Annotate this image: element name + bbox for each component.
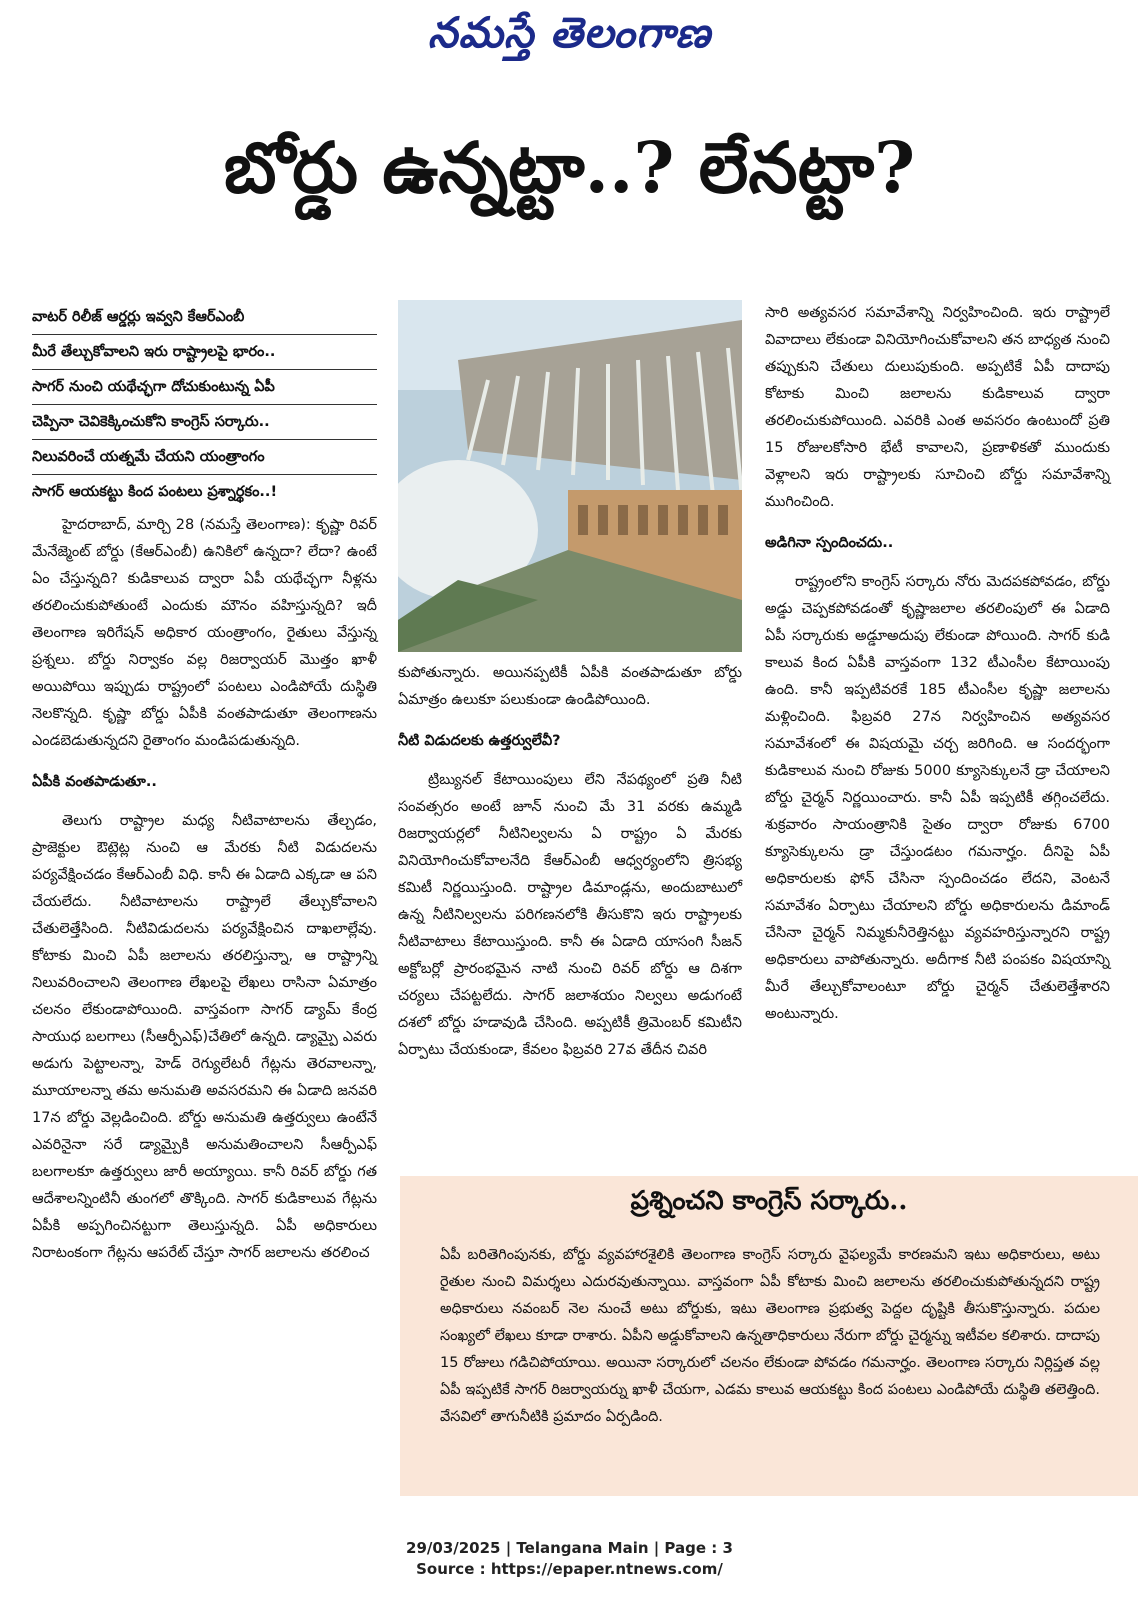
article-column-2 xyxy=(398,660,742,1064)
body-paragraph: సారి అత్యవసర సమావేశాన్ని నిర్వహించింది. ఇరు రాష్ట్రాలే వివాదాలు లేకుండా వినియోగించుకోవాలని తన బాధ్యత నుంచి తప్పుకుని చేతులు దులుపుకుంది. అప్పటికే ఏపీ దాదాపు కోటాకు మించి జలాలను కుడికాలువ ద్వారా తరలించుకుపోయింది. ఎవరికి ఎంత అవసరం ఉంటుందో ప్రతి 15 రోజులకోసారి భేటీ కావాలని, ప్రణాళికతో ముందుకు వెళ్లాలని ఇరు రాష్ట్రాలకు సూచించి బోర్డు సమావేశాన్ని ముగించింది. xyxy=(765,305,1110,510)
deck-line: మీరే తేల్చుకోవాలని ఇరు రాష్ట్రాలపై భారం.. xyxy=(32,335,377,370)
deck-line: వాటర్ రిలీజ్ ఆర్డర్లు ఇవ్వని కేఆర్ఎంబీ xyxy=(32,300,377,335)
deck-line: నిలువరించే యత్నమే చేయని యంత్రాంగం xyxy=(32,440,377,475)
deck-line: చెప్పినా చెవికెక్కించుకోని కాంగ్రెస్ సర్కారు.. xyxy=(32,405,377,440)
subheading: ఏపీకి వంతపాడుతూ.. xyxy=(32,774,157,790)
deck-line: సాగర్ ఆయకట్టు కింద పంటలు ప్రశ్నార్థకం..! xyxy=(32,484,278,500)
subheading: అడిగినా స్పందించదు.. xyxy=(765,535,894,551)
article-column-3 xyxy=(765,300,1110,1028)
article-column-1 xyxy=(32,512,377,1267)
sidebar-box xyxy=(400,1176,1138,1496)
footer-dateline: 29/03/2025 | Telangana Main | Page : 3 xyxy=(406,1539,733,1557)
box-title: ప్రశ్నించని కాంగ్రెస్ సర్కారు.. xyxy=(630,1186,908,1216)
deck-list xyxy=(32,300,377,509)
masthead-logo: నమస్తే తెలంగాణ xyxy=(427,8,712,57)
box-body: ఏపీ బరితెగింపునకు, బోర్డు వ్యవహారశైలికి తెలంగాణ కాంగ్రెస్ సర్కారు వైఫల్యమే కారణమని ఇటు అధికారులు, అటు రైతుల నుంచి విమర్శలు ఎదురవుతున్నాయి. వాస్తవంగా ఏపీ కోటాకు మించి జలాలను తరలించుకుపోతున్నదని రాష్ట్ర అధికారులు నవంబర్ నెల నుంచే అటు బోర్డుకు, ఇటు తెలంగాణ ప్రభుత్వ పెద్దల దృష్టికి తీసుకొస్తున్నారు. పదుల సంఖ్యలో లేఖలు కూడా రాశారు. ఏపీని అడ్డుకోవాలని ఉన్నతాధికారులు నేరుగా బోర్డు చైర్మన్ను ఇటీవల కలిశారు. దాదాపు 15 రోజులు గడిచిపోయాయి. అయినా సర్కారులో చలనం లేకుండా పోవడం గమనార్హం. తెలంగాణ సర్కారు నిర్లిప్తత వల్ల ఏపీ ఇప్పటికే సాగర్ రిజర్వాయర్ను ఖాళీ చేయగా, ఎడమ కాలువ ఆయకట్టు కింద పంటలు ఎండిపోయే దుస్థితి తలెత్తింది. వేసవిలో తాగునీటికి ప్రమాదం ఏర్పడింది. xyxy=(440,1247,1100,1425)
headline: బోర్డు ఉన్నట్టా..? లేనట్టా? xyxy=(223,126,916,209)
body-paragraph: హైదరాబాద్, మార్చి 28 (నమస్తే తెలంగాణ): కృష్ణా రివర్ మేనేజ్మెంట్ బోర్డు (కేఆర్ఎంబీ) ఉనికిలో ఉన్నదా? లేదా? ఉంటే ఏం చేస్తున్నది? కుడికాలువ ద్వారా ఏపీ యథేచ్ఛగా నీళ్లను తరలించుకుపోతుంటే ఎందుకు మౌనం వహిస్తున్నది? ఇదీ తెలంగాణ ఇరిగేషన్ అధికార యంత్రాంగం, రైతులు వేస్తున్న ప్రశ్నలు. బోర్డు నిర్వాకం వల్ల రిజర్వాయర్ మొత్తం ఖాళీ అయిపోయి ఇప్పుడు రాష్ట్రంలో పంటలు ఎండిపోయే దుస్థితి నెలకొన్నది. కృష్ణా బోర్డు ఏపీకి వంతపాడుతూ తెలంగాణను ఎండబెడుతున్నదని రైతాంగం మండిపడుతున్నది. xyxy=(32,517,377,749)
subheading: నీటి విడుదలకు ఉత్తర్వులేవీ? xyxy=(398,733,561,749)
body-paragraph: తెలుగు రాష్ట్రాల మధ్య నీటివాటాలను తేల్చడం, ప్రాజెక్టుల ఔట్లెట్ల నుంచి ఆ మేరకు నీటి విడుదలను పర్యవేక్షించడం కేఆర్ఎంబీ విధి. కానీ ఈ ఏడాది ఎక్కడా ఆ పని చేయలేదు. నీటివాటాలను రాష్ట్రాలే తేల్చుకోవాలని చేతులెత్తేసింది. నీటివిడుదలను పర్యవేక్షించిన దాఖలాల్లేవు. కోటాకు మించి ఏపీ జలాలను తరలిస్తున్నా, ఆ రాష్ట్రాన్ని నిలువరించాలని తెలంగాణ లేఖలపై లేఖలు రాసినా ఏమాత్రం చలనం లేకుండాపోయింది. వాస్తవంగా సాగర్ డ్యామ్ కేంద్ర సాయుధ బలగాలు (సీఆర్పీఎఫ్)చేతిలో ఉన్నది. డ్యామ్పై ఎవరు అడుగు పెట్టాలన్నా, హెడ్ రెగ్యులేటరీ గేట్లను తెరవాలన్నా, మూయాలన్నా తమ అనుమతి అవసరమని ఈ ఏడాది జనవరి 17న బోర్డు వెల్లడించింది. బోర్డు అనుమతి ఉత్తర్వులు ఉంటేనే ఎవరినైనా సరే డ్యామ్పైకి అనుమతించాలని సీఆర్పీఎఫ్ బలగాలకూ ఉత్తర్వులు జారీ అయ్యాయి. కానీ రివర్ బోర్డు గత ఆదేశాలన్నింటినీ తుంగలో తొక్కింది. సాగర్ కుడికాలువ గేట్లను ఏపీకి అప్పగించినట్టుగా తెలుస్తున్నది. ఏపీ అధికారులు నిరాటంకంగా గేట్లను ఆపరేట్ చేస్తూ సాగర్ జలాలను తరలించ xyxy=(32,813,377,1261)
body-paragraph: ట్రిబ్యునల్ కేటాయింపులు లేని నేపథ్యంలో ప్రతి నీటి సంవత్సరం అంటే జూన్ నుంచి మే 31 వరకు ఉమ్మడి రిజర్వాయర్లలో నీటినిల్వలను ఏ రాష్ట్రం ఏ మేరకు వినియోగించుకోవాలనేది కేఆర్ఎంబీ ఆధ్వర్యంలోని త్రిసభ్య కమిటీ నిర్ణయిస్తుంది. రాష్ట్రాల డిమాండ్లను, అందుబాటులో ఉన్న నీటినిల్వలను పరిగణనలోకి తీసుకొని ఇరు రాష్ట్రాలకు నీటివాటాలు కేటాయిస్తుంది. కానీ ఈ ఏడాది యాసంగి సీజన్ అక్టోబర్లో ప్రారంభమైన నాటి నుంచి రివర్ బోర్డు ఆ దిశగా చర్యలు చేపట్టలేదు. సాగర్ జలాశయం నిల్వలు అడుగంటే దశలో బోర్డు హడావుడి చేసింది. అప్పటికీ త్రిమెంబర్ కమిటీని ఏర్పాటు చేయకుండా, కేవలం ఫిబ్రవరి 27వ తేదీన చివరి xyxy=(398,772,742,1058)
page-footer xyxy=(0,1538,1139,1580)
dam-spillway-photo xyxy=(398,300,742,652)
photo-graphic xyxy=(398,300,742,652)
footer-source: Source : https://epaper.ntnews.com/ xyxy=(416,1560,723,1578)
body-paragraph: కుపోతున్నారు. అయినప్పటికీ ఏపీకి వంతపాడుతూ బోర్డు ఏమాత్రం ఉలుకూ పలుకుండా ఉండిపోయింది. xyxy=(398,665,742,708)
body-paragraph: రాష్ట్రంలోని కాంగ్రెస్ సర్కారు నోరు మెదపకపోవడం, బోర్డు అడ్డు చెప్పకపోవడంతో కృష్ణాజలాల తరలింపులో ఈ ఏడాది ఏపీ సర్కారుకు అడ్డూఅదుపు లేకుండా పోయింది. సాగర్ కుడి కాలువ కింద ఏపీకి వాస్తవంగా 132 టీఎంసీల కేటాయింపు ఉంది. కానీ ఇప్పటివరకే 185 టీఎంసీల కృష్ణా జలాలను మళ్లించింది. ఫిబ్రవరి 27న నిర్వహించిన అత్యవసర సమావేశంలో ఈ విషయమై చర్చ జరిగింది. ఆ సందర్భంగా కుడికాలువ నుంచి రోజుకు 5000 క్యూసెక్కులనే డ్రా చేయాలని బోర్డు చైర్మన్ నిర్ణయించారు. కానీ ఏపీ ఇప్పటికీ తగ్గించలేదు. శుక్రవారం సాయంత్రానికి సైతం ద్వారా రోజుకు 6700 క్యూసెక్కులను డ్రా చేస్తుండటం గమనార్హం. దీనిపై ఏపీ అధికారులకు ఫోన్ చేసినా స్పందించడం లేదని, వెంటనే సమావేశం ఏర్పాటు చేయాలని బోర్డు అధికారులను డిమాండ్ చేసినా చైర్మన్ నిమ్మకునీరెత్తినట్టు వ్యవహరిస్తున్నారని రాష్ట్ర అధికారులు వాపోతున్నారు. అదీగాక నీటి పంపకం విషయాన్ని మీరే తేల్చుకోవాలంటూ బోర్డు చైర్మన్ చేతులెత్తేశారని అంటున్నారు. xyxy=(765,574,1110,1022)
deck-line: సాగర్ నుంచి యథేచ్ఛగా దోచుకుంటున్న ఏపీ xyxy=(32,370,377,405)
